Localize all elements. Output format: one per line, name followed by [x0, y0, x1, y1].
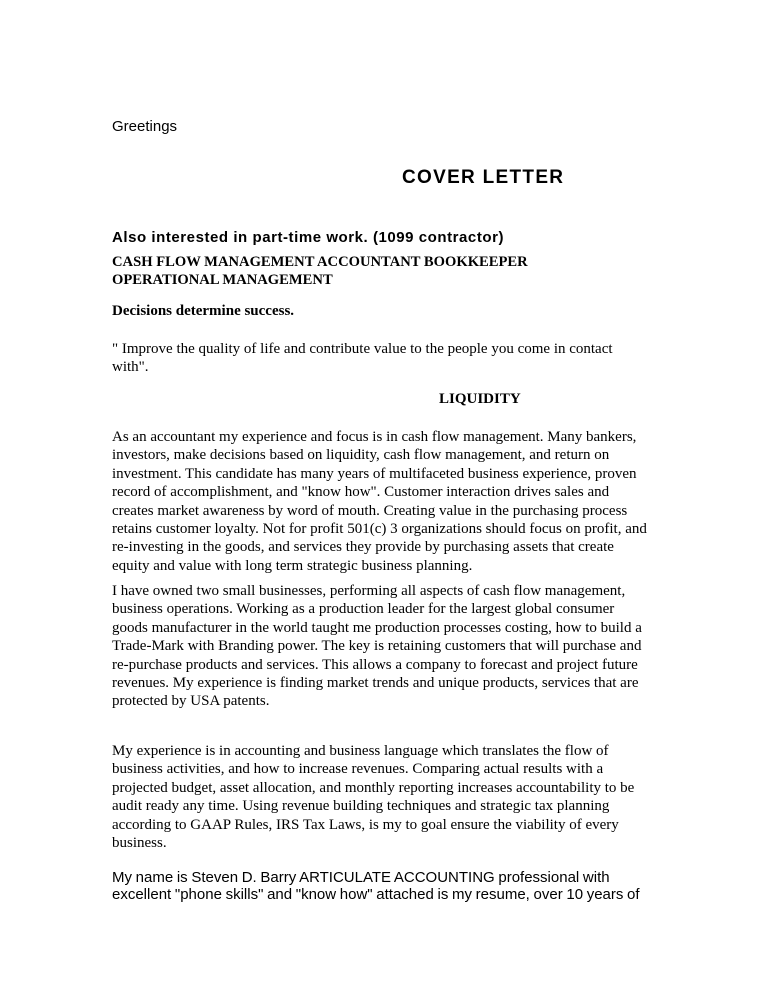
intro-paragraph: My name is Steven D. Barry ARTICULATE ACCOUNTING professional with excellent "phone skills" and "know how" attached is my resume, over 10 years of — [112, 869, 640, 903]
section-heading: LIQUIDITY — [439, 391, 521, 407]
quote: " Improve the quality of life and contribute value to the people you come in contact with". — [112, 341, 613, 375]
body-paragraph: My experience is in accounting and business language which translates the flow of business activities, and how to increase revenues. Comparing actual results with a projected budget, asset allocation, and monthly reporting increases accountability to be audit ready any time. Using revenue building techniques and strategic tax planning according to GAAP Rules, IRS Tax Laws, is my to goal ensure the viability of every business. — [112, 743, 635, 852]
tagline: Decisions determine success. — [112, 303, 295, 319]
body-paragraph: I have owned two small businesses, performing all aspects of cash flow management, business operations. Working as a production leader for the largest global consumer goods manufacturer in the world taught me production processes costing, how to build a Trade-Mark with Branding power. The key is retaining customers that will purchase and re-purchase products and services. This allows a company to forecast and project future revenues. My experience is finding market trends and unique products, services that are protected by USA patents. — [112, 583, 642, 710]
page-title: COVER LETTER — [402, 167, 565, 188]
greeting: Greetings — [112, 118, 178, 135]
interest-line: Also interested in part-time work. (1099 contractor) — [112, 229, 505, 246]
roles-heading: CASH FLOW MANAGEMENT ACCOUNTANT BOOKKEEPER OPERATIONAL MANAGEMENT — [112, 254, 528, 288]
body-paragraph: As an accountant my experience and focus is in cash flow management. Many bankers, investors, make decisions based on liquidity, cash flow management, and return on investment. This candidate has many years of multifaceted business experience, proven record of accomplishment, and "know how". Customer interaction drives sales and creates market awareness by word of mouth. Creating value in the purchasing process retains customer loyalty. Not for profit 501(c) 3 organizations should focus on profit, and re-investing in the goods, and services they provide by purchasing assets that create equity and value with long term strategic business planning. — [112, 429, 647, 574]
